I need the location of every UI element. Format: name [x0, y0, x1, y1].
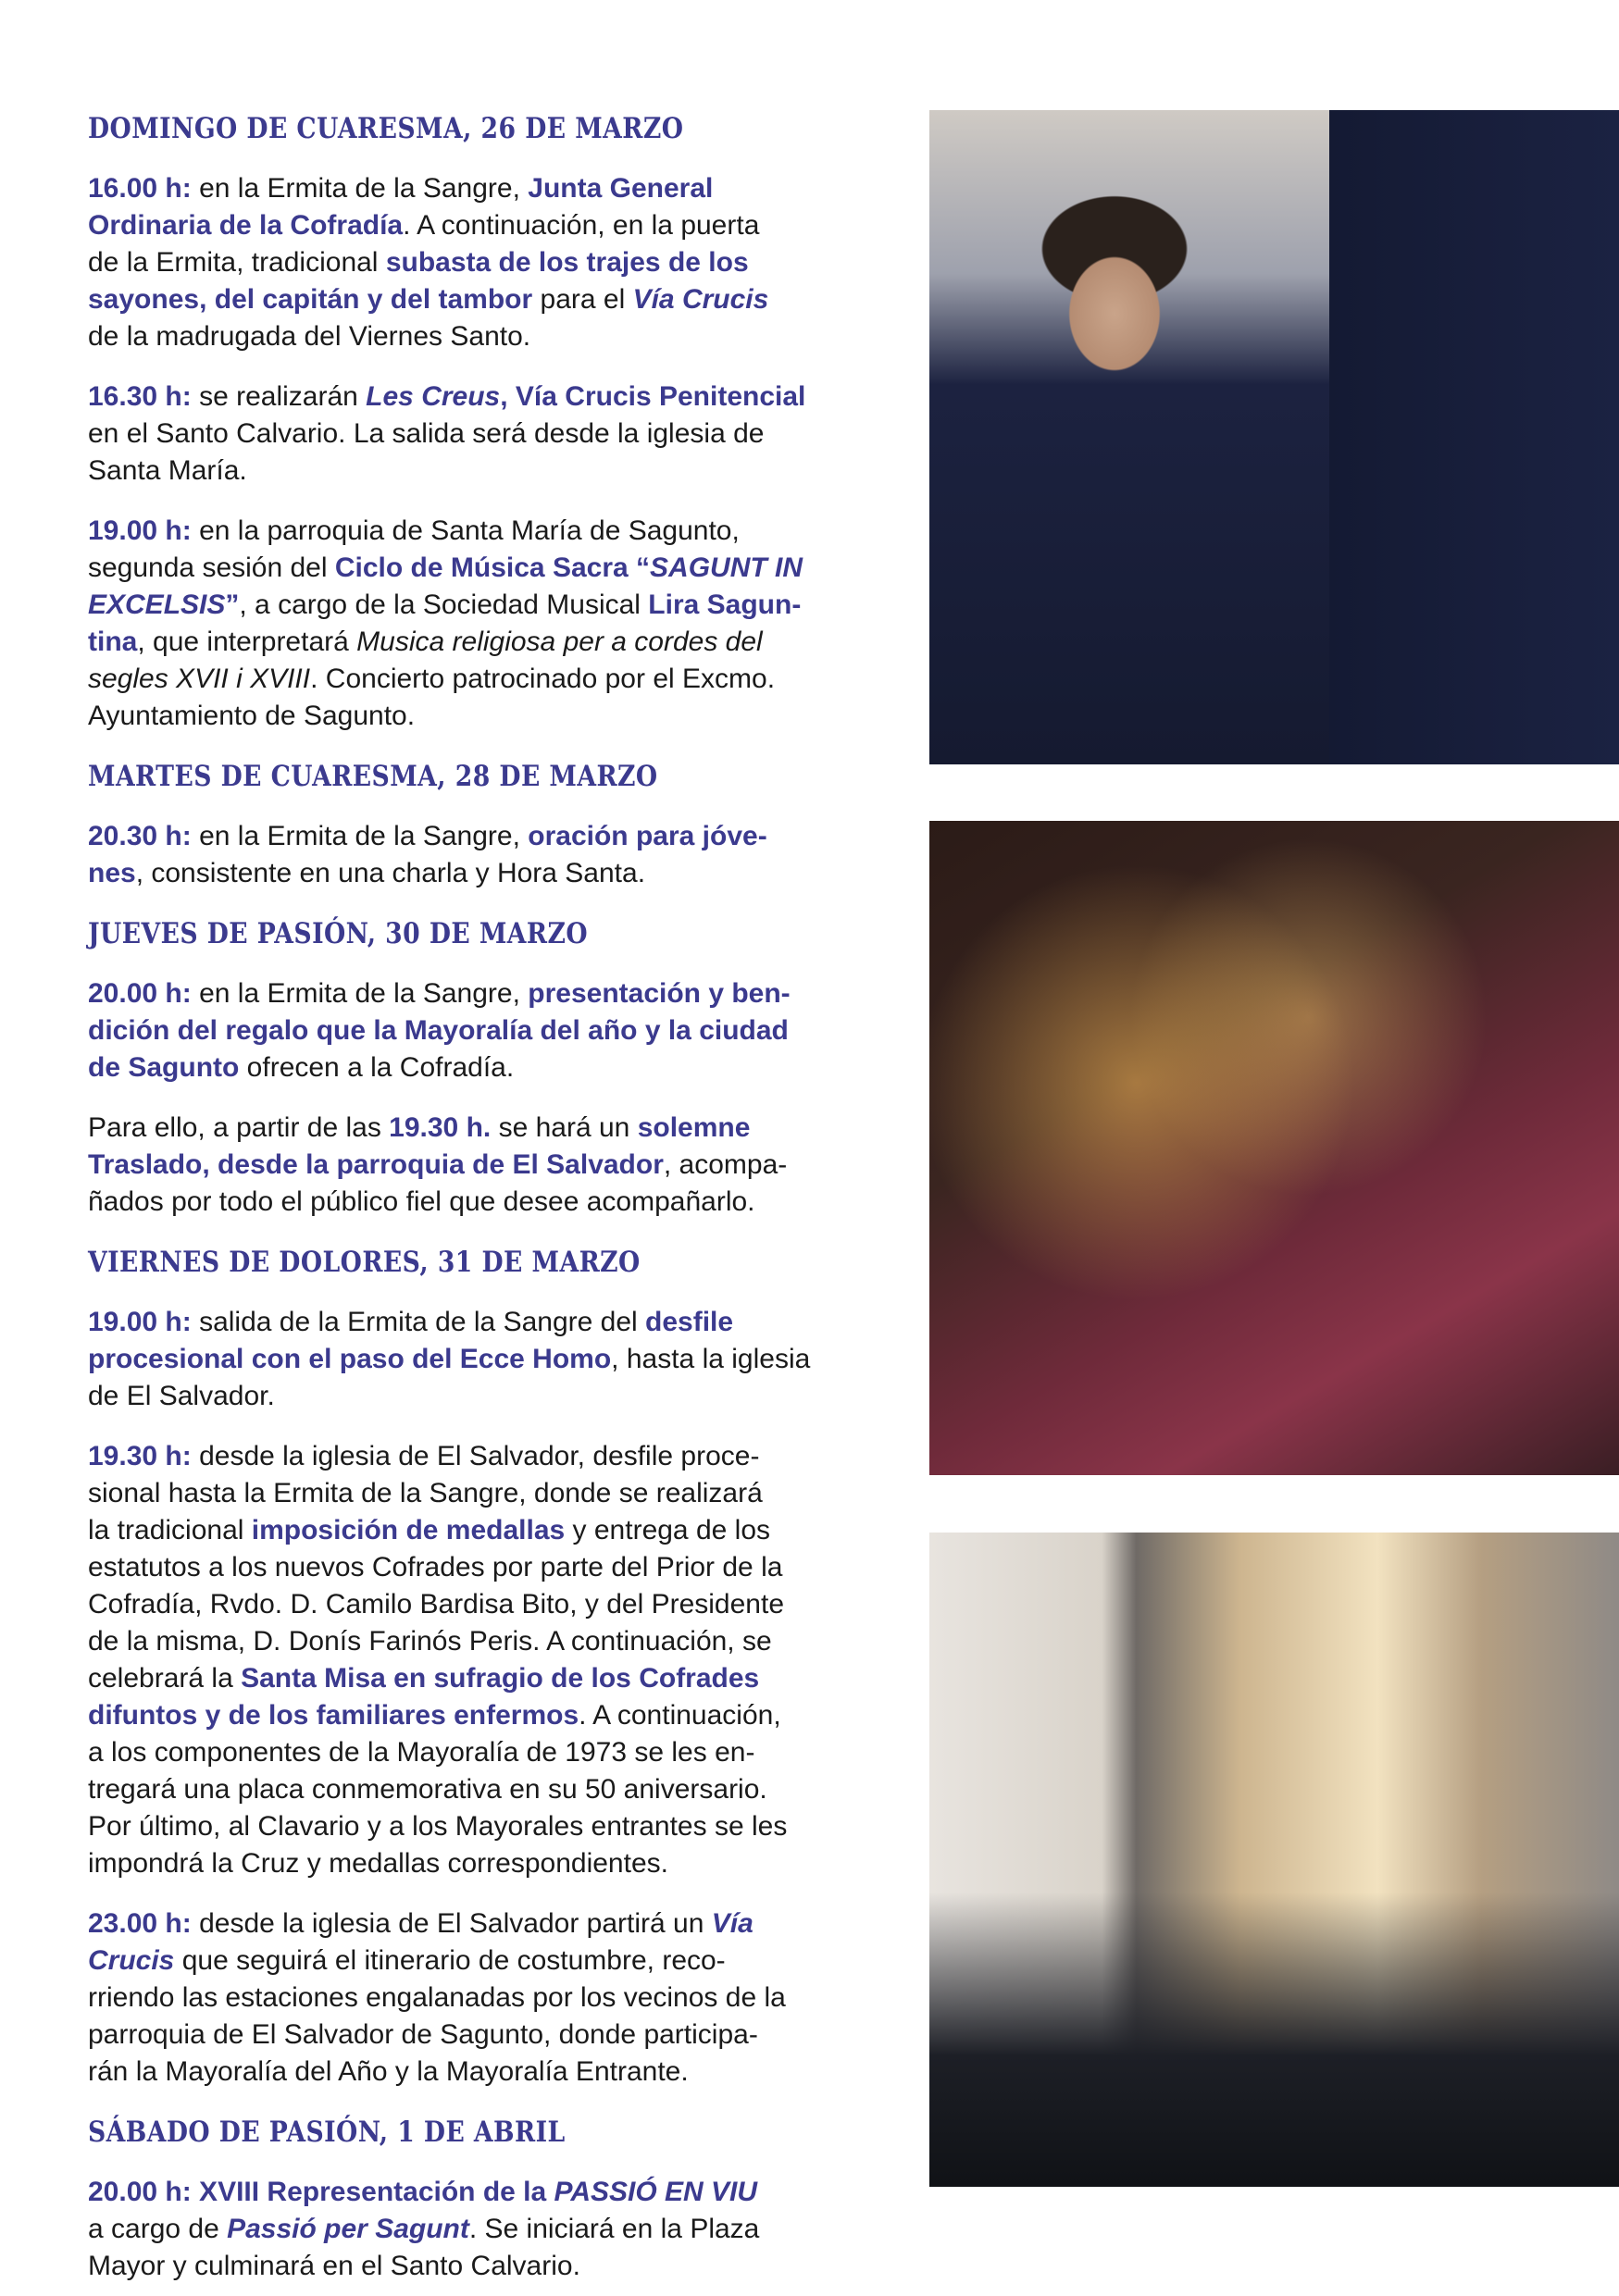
photo-boy-with-bugle: [929, 110, 1619, 764]
body-text: para el: [532, 284, 633, 315]
body-text: , a cargo de la Sociedad Musical: [239, 590, 649, 620]
text-line: [88, 855, 903, 892]
text-line: [88, 2248, 903, 2285]
photo-night-procession: [929, 821, 1619, 1475]
highlight-text: solemne: [637, 1112, 751, 1143]
day-heading: SÁBADO DE PASIÓN, 1 DE ABRIL: [88, 2116, 566, 2149]
body-text: rriendo las estaciones engalanadas por los vecinos de la: [88, 1982, 786, 2013]
body-text: . A continuación,: [579, 1700, 781, 1731]
highlight-text: 19.00 h:: [88, 515, 192, 546]
event-paragraph: [88, 170, 903, 355]
text-line: [88, 2054, 903, 2091]
event-paragraph: [88, 1304, 903, 1415]
text-line: [88, 281, 903, 318]
text-line: [88, 1438, 903, 1475]
day-heading: DOMINGO DE CUARESMA, 26 DE MARZO: [88, 112, 684, 145]
text-line: [88, 1304, 903, 1341]
text-line: [88, 170, 903, 207]
highlight-text: subasta de los trajes de los: [385, 247, 749, 278]
body-text: Por último, al Clavario y a los Mayorales entrantes se les: [88, 1811, 788, 1842]
body-text: ñados por todo el público fiel que desee acompañarlo.: [88, 1186, 755, 1217]
highlight-text: presentación y ben-: [528, 978, 791, 1009]
highlight-text: 23.00 h:: [88, 1908, 192, 1939]
highlight-text: sayones, del capitán y del tambor: [88, 284, 533, 315]
text-line: [88, 416, 903, 453]
highlight-text: dición del regalo que la Mayoralía del año y la ciudad: [88, 1015, 789, 1046]
highlight-text: PASSIÓ EN VIU: [554, 2177, 758, 2207]
body-text: desde la iglesia de El Salvador partirá un: [191, 1908, 712, 1939]
body-text: rán la Mayoralía del Año y la Mayoralía Entrante.: [88, 2056, 689, 2087]
body-text: a los componentes de la Mayoralía de 1973 se les en-: [88, 1737, 755, 1768]
body-text: Para ello, a partir de las: [88, 1112, 390, 1143]
highlight-text: 19.30 h:: [88, 1441, 192, 1471]
highlight-text: Ordinaria de la Cofradía: [88, 210, 404, 241]
body-text: la tradicional: [88, 1515, 252, 1545]
text-line: [88, 1586, 903, 1623]
highlight-text: desfile: [645, 1307, 734, 1337]
body-text: impondrá la Cruz y medallas correspondientes.: [88, 1848, 668, 1879]
text-line: [88, 1049, 903, 1086]
event-paragraph: [88, 975, 903, 1086]
text-line: [88, 207, 903, 244]
body-text: , que interpretará: [137, 627, 357, 657]
text-line: [88, 379, 903, 416]
body-text: sional hasta la Ermita de la Sangre, donde se realizará: [88, 1478, 763, 1508]
body-text: se hará un: [491, 1112, 638, 1143]
body-text: en la parroquia de Santa María de Sagunto,: [191, 515, 740, 546]
text-line: [88, 1623, 903, 1660]
text-line: [88, 1942, 903, 1980]
highlight-text: Lira Sagun-: [648, 590, 802, 620]
highlight-text: Passió per Sagunt: [227, 2214, 469, 2244]
event-paragraph: [88, 513, 903, 735]
text-line: [88, 1012, 903, 1049]
highlight-text: de Sagunto: [88, 1052, 240, 1083]
text-line: [88, 1147, 903, 1184]
italic-text: Musica religiosa per a cordes del: [356, 627, 763, 657]
highlight-text: tina: [88, 627, 138, 657]
text-line: [88, 513, 903, 550]
event-paragraph: [88, 1110, 903, 1221]
event-paragraph: [88, 818, 903, 892]
body-text: Mayor y culminará en el Santo Calvario.: [88, 2251, 580, 2281]
highlight-text: , Vía Crucis Penitencial: [500, 381, 806, 412]
text-line: [88, 1184, 903, 1221]
body-text: a cargo de: [88, 2214, 228, 2244]
text-line: [88, 1905, 903, 1942]
body-text: de El Salvador.: [88, 1381, 275, 1411]
body-text: en la Ermita de la Sangre,: [191, 821, 529, 851]
text-line: [88, 818, 903, 855]
highlight-text: difuntos y de los familiares enfermos: [88, 1700, 579, 1731]
highlight-text: nes: [88, 858, 136, 888]
text-line: [88, 1341, 903, 1378]
highlight-text: Junta General: [528, 173, 714, 204]
day-section: [88, 915, 903, 1221]
body-text: y entrega de los: [565, 1515, 771, 1545]
text-line: [88, 2211, 903, 2248]
text-line: [88, 550, 903, 587]
event-paragraph: [88, 1905, 903, 2091]
body-text: ofrecen a la Cofradía.: [239, 1052, 515, 1083]
text-line: [88, 1549, 903, 1586]
text-line: [88, 587, 903, 624]
body-text: tregará una placa conmemorativa en su 50 aniversario.: [88, 1774, 767, 1805]
highlight-text: Santa Misa en sufragio de los Cofrades: [241, 1663, 760, 1694]
program-text-column: [88, 110, 903, 2285]
day-section: [88, 2114, 903, 2285]
highlight-text: 20.30 h:: [88, 821, 192, 851]
text-line: [88, 1808, 903, 1845]
body-text: en el Santo Calvario. La salida será desde la iglesia de: [88, 418, 765, 449]
body-text: . Se iniciará en la Plaza: [468, 2214, 760, 2244]
text-line: [88, 1734, 903, 1771]
text-line: [88, 624, 903, 661]
text-line: [88, 244, 903, 281]
highlight-text: EXCELSIS: [88, 590, 226, 620]
body-text: , acompa-: [663, 1149, 788, 1180]
text-line: [88, 2174, 903, 2211]
event-paragraph: [88, 1438, 903, 1882]
highlight-text: 16.00 h:: [88, 173, 192, 204]
highlight-text: 20.00 h:: [88, 978, 192, 1009]
highlight-text: Vía Crucis: [632, 284, 769, 315]
body-text: Cofradía, Rvdo. D. Camilo Bardisa Bito, y del Presidente: [88, 1589, 785, 1620]
text-line: [88, 661, 903, 698]
text-line: [88, 1475, 903, 1512]
body-text: de la madrugada del Viernes Santo.: [88, 321, 531, 352]
body-text: se realizarán: [191, 381, 367, 412]
highlight-text: imposición de medallas: [251, 1515, 566, 1545]
text-line: [88, 1110, 903, 1147]
text-line: [88, 1378, 903, 1415]
body-text: en la Ermita de la Sangre,: [191, 978, 529, 1009]
body-text: desde la iglesia de El Salvador, desfile proce-: [191, 1441, 760, 1471]
highlight-text: procesional con el paso del Ecce Homo: [88, 1344, 612, 1374]
body-text: parroquia de El Salvador de Sagunto, donde participa-: [88, 2019, 758, 2050]
day-section: [88, 758, 903, 892]
highlight-text: oración para jóve-: [528, 821, 767, 851]
body-text: . Concierto patrocinado por el Excmo.: [310, 664, 776, 694]
text-line: [88, 1697, 903, 1734]
highlight-text: 19.00 h:: [88, 1307, 192, 1337]
body-text: que seguirá el itinerario de costumbre, reco-: [174, 1945, 726, 1976]
highlight-text: Traslado, desde la parroquia de El Salvador: [88, 1149, 664, 1180]
day-section: [88, 1244, 903, 2091]
italic-text: segles XVII i XVIII: [88, 664, 311, 694]
body-text: de la misma, D. Donís Farinós Peris. A continuación, se: [88, 1626, 772, 1657]
highlight-text: 19.30 h.: [389, 1112, 492, 1143]
day-heading: MARTES DE CUARESMA, 28 DE MARZO: [88, 760, 658, 793]
day-heading: VIERNES DE DOLORES, 31 DE MARZO: [88, 1246, 641, 1279]
body-text: , hasta la iglesia: [611, 1344, 811, 1374]
body-text: segunda sesión del: [88, 552, 335, 583]
text-line: [88, 1771, 903, 1808]
highlight-text: Vía: [711, 1908, 753, 1939]
body-text: salida de la Ermita de la Sangre del: [191, 1307, 646, 1337]
text-line: [88, 975, 903, 1012]
day-section: [88, 110, 903, 735]
body-text: Santa María.: [88, 455, 247, 486]
highlight-text: 16.30 h:: [88, 381, 192, 412]
text-line: [88, 453, 903, 490]
body-text: celebrará la: [88, 1663, 242, 1694]
body-text: estatutos a los nuevos Cofrades por parte del Prior de la: [88, 1552, 783, 1582]
body-text: . A continuación, en la puerta: [403, 210, 760, 241]
event-paragraph: [88, 2174, 903, 2285]
text-line: [88, 1845, 903, 1882]
day-heading: JUEVES DE PASIÓN, 30 DE MARZO: [88, 917, 589, 950]
text-line: [88, 2017, 903, 2054]
highlight-text: Les Creus: [366, 381, 501, 412]
text-line: [88, 1660, 903, 1697]
highlight-text: Ciclo de Música Sacra “: [334, 552, 651, 583]
body-text: , consistente en una charla y Hora Santa.: [135, 858, 646, 888]
body-text: de la Ermita, tradicional: [88, 247, 386, 278]
text-line: [88, 1980, 903, 2017]
body-text: en la Ermita de la Sangre,: [191, 173, 529, 204]
text-line: [88, 1512, 903, 1549]
highlight-text: 20.00 h: XVIII Representación de la: [88, 2177, 554, 2207]
text-line: [88, 318, 903, 355]
photo-church-interior: [929, 1533, 1619, 2187]
highlight-text: SAGUNT IN: [650, 552, 803, 583]
body-text: Ayuntamiento de Sagunto.: [88, 701, 416, 731]
highlight-text: ”: [225, 590, 240, 620]
highlight-text: Crucis: [88, 1945, 175, 1976]
event-paragraph: [88, 379, 903, 490]
text-line: [88, 698, 903, 735]
